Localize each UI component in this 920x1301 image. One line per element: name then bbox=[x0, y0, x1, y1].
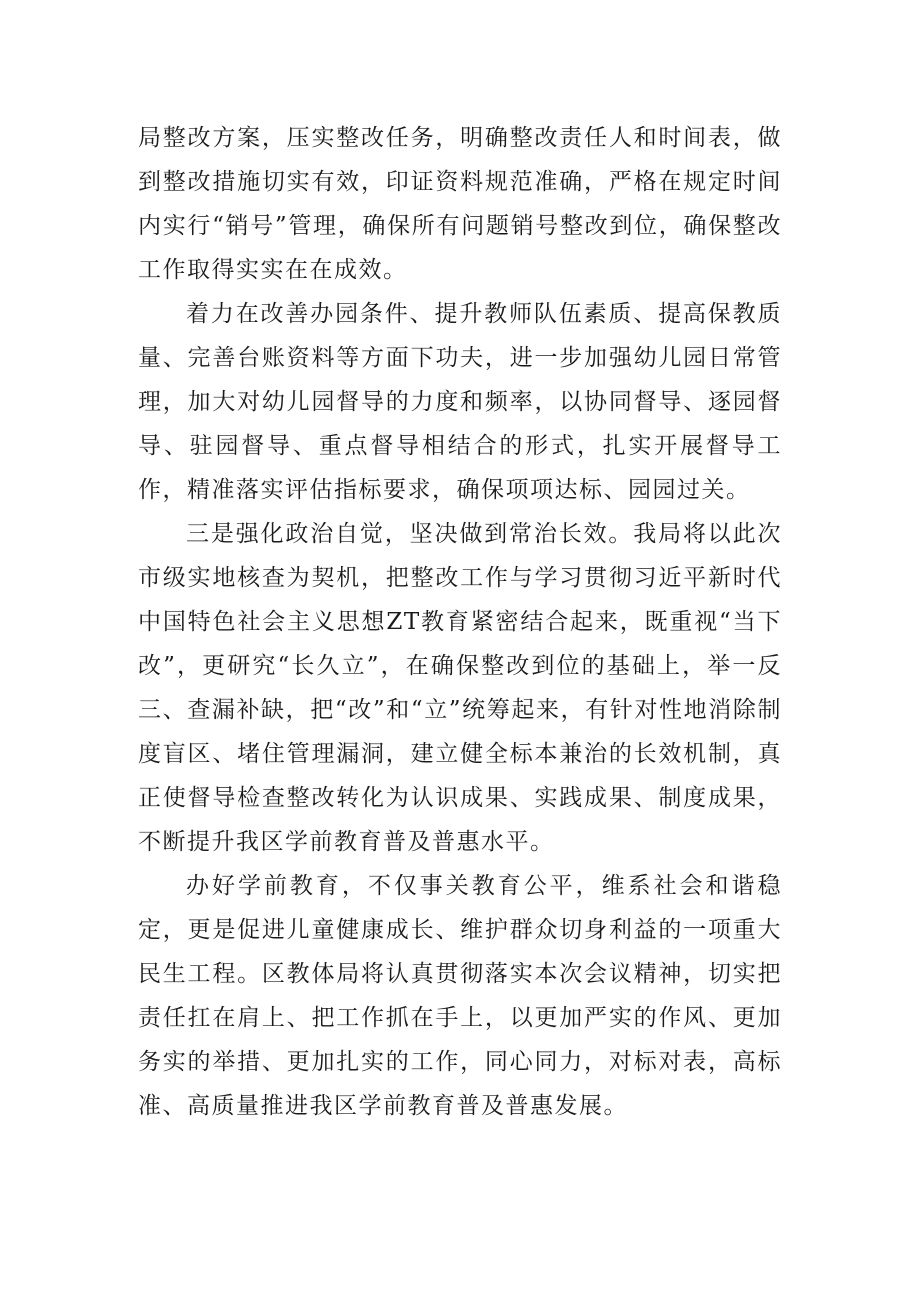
paragraph-3: 三是强化政治自觉，坚决做到常治长效。我局将以此次市级实地核查为契机，把整改工作与学习贯彻习近平新时代中国特色社会主义思想ZT教育紧密结合起来，既重视“当下改”，更研究“长久立”，在确保整改到位的基础上，举一反三、查漏补缺，把“改”和“立”统筹起来，有针对性地消除制度盲区、堵住管理漏洞，建立健全标本兼治的长效机制，真正使督导检查整改转化为认识成果、实践成果、制度成果，不断提升我区学前教育普及普惠水平。 bbox=[138, 521, 782, 855]
document-body bbox=[138, 116, 782, 1128]
paragraph-2: 着力在改善办园条件、提升教师队伍素质、提高保教质量、完善台账资料等方面下功夫，进一步加强幼儿园日常管理，加大对幼儿园督导的力度和频率，以协同督导、逐园督导、驻园督导、重点督导相结合的形式，扎实开展督导工作，精准落实评估指标要求，确保项项达标、园园过关。 bbox=[138, 301, 782, 503]
paragraph-1: 局整改方案，压实整改任务，明确整改责任人和时间表，做到整改措施切实有效，印证资料规范准确，严格在规定时间内实行“销号”管理，确保所有问题销号整改到位，确保整改工作取得实实在在成效。 bbox=[138, 125, 782, 283]
paragraph-4: 办好学前教育，不仅事关教育公平，维系社会和谐稳定，更是促进儿童健康成长、维护群众切身利益的一项重大民生工程。区教体局将认真贯彻落实本次会议精神，切实把责任扛在肩上、把工作抓在手上，以更加严实的作风、更加务实的举措、更加扎实的工作，同心同力，对标对表，高标准、高质量推进我区学前教育普及普惠发展。 bbox=[138, 873, 782, 1119]
